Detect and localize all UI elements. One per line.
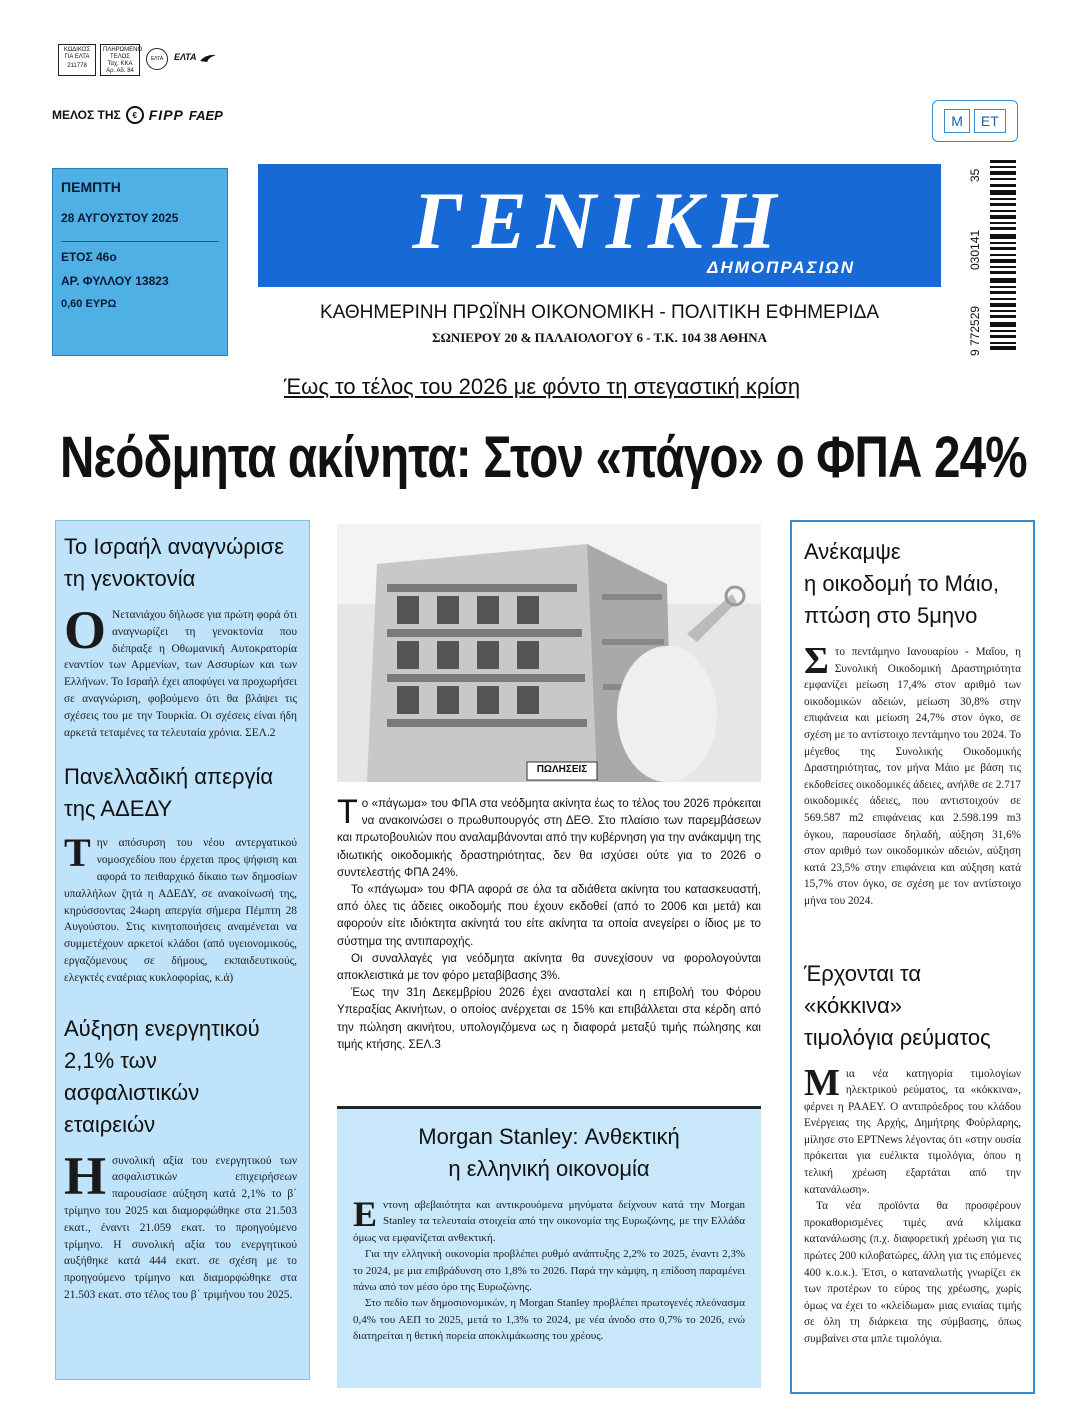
- barcode: [960, 160, 1020, 356]
- morgan-dropcap: Ε: [353, 1194, 378, 1234]
- postage-line3: Αρ. Αδ. 84: [106, 68, 134, 74]
- story-israel-body-wrap: [64, 600, 297, 741]
- postage-label: ΠΛΗΡΩΜΕΝΟ ΤΕΛΟΣ: [103, 47, 143, 60]
- lead-article-p1-wrap: [337, 795, 761, 881]
- left-sidebar: [55, 520, 310, 1380]
- story-israel-body: Νετανιάχου δήλωσε για πρώτη φορά ότι αναγνωρίζει τη γενοκτονία που διέπραξε η Οθωμανική Αυτοκρατορία εναντίον των Αρμενίων, των Ασσυρίων και των Ελλήνων. Το Ισραήλ έχει αποφύγει να προχωρήσει σε αναγνώριση, φοβούμενο ότι θα βλάψει τις σχέσεις του με την Τουρκία. Οι σχέσεις είναι ήδη αρκετά τεταμένες τα τελευταία χρόνια. ΣΕΛ.2: [64, 609, 297, 739]
- barcode-issue-code: 35: [968, 168, 982, 182]
- morgan-p1-wrap: [353, 1194, 745, 1246]
- badge-et: ΕΤ: [974, 109, 1006, 133]
- lead-article-p3: Οι συναλλαγές για νεόδμητα ακίνητα θα συνεχίσουν να φορολογούνται αποκλειστικά με τον φόρο μεταβίβασης 3%.: [337, 951, 761, 983]
- newspaper-subtitle: ΔΗΜΟΠΡΑΣΙΩΝ: [707, 258, 855, 277]
- faep-text: FAEP: [188, 107, 223, 123]
- story-adedy-title-1: Πανελλαδική απεργία: [64, 764, 274, 790]
- barcode-bars-icon: [990, 160, 1016, 350]
- m-et-badge: [932, 100, 1018, 142]
- lead-article-p1: ο «πάγωμα» του ΦΠΑ στα νεόδμητα ακίνητα έως το τέλος του 2026 πρόκειται να ανακοινώσει ο πρωθυπουργός στη ΔΕΘ. Στο πλαίσιο των παρεμβάσεων και πρωτοβουλιών που αναλαμβάνονται από την κυβέρνηση για την ανάκαμψη της ιδιωτικής οικοδομικής δραστηριότητας, δεν θα ισχύσει ούτε για το 2026 ο συντελεστής ΦΠΑ 24%.: [337, 797, 761, 879]
- issue-label: ΑΡ. ΦΥΛΛΟΥ 13823: [61, 274, 169, 288]
- morgan-title-1: Morgan Stanley: Ανθεκτική: [418, 1124, 680, 1149]
- member-label: ΜΕΛΟΣ ΤΗΣ: [52, 108, 121, 122]
- elta-code-value: 211778: [67, 63, 87, 69]
- story-electricity-p2: Τα νέα προϊόντα θα προσφέρουν προκαθορισμένες τιμές ανά κλίμακα κατανάλωσης (π.χ. διαφορετική χρέωση για τις πρώτες 200 κιλοβατώρες, άλλη για τις επόμενες 400 κ.ο.κ.). Έτσι, ο καταναλωτής γνωρίζει εκ των προτέρων το εύρος της χρέωσης, χωρίς όμως να έχει το «κλείδωμα» μιας ενιαίας τιμής σε όλη τη διάρκεια της σύμβασης, όπως συμβαίνει στα μπλε τιμολόγια.: [804, 1200, 1021, 1345]
- story-construction-title-2: η οικοδομή το Μάιο,: [804, 571, 999, 596]
- masthead: [258, 164, 941, 287]
- member-line: [52, 106, 223, 124]
- elta-circle-icon: ΕΛΤΑ: [146, 48, 168, 70]
- story-electricity-p1: ια νέα κατηγορία τιμολογίων ηλεκτρικού ρεύματος, τα «κόκκινα», φέρνει η ΡΑΑΕΥ. Ο αντιπρόεδρος του κλάδου Ενέργειας της Αρχής, Δημήτρης Φούρλαρης, μίλησε στο ΕΡΤNews λέγοντας ότι «στην ουσία πρόκειται για ευέλικτα τιμολόγια, όπου η τελική χρέωση εξαρτάται από την κατανάλωση».: [804, 1067, 1021, 1196]
- story-electricity-dropcap: Μ: [804, 1061, 840, 1104]
- date-box: [52, 168, 228, 356]
- lead-kicker: Έως το τέλος του 2026 με φόντο τη στεγαστική κρίση: [283, 374, 801, 399]
- year-label: ΕΤΟΣ 46ο: [61, 250, 117, 264]
- right-sidebar: [790, 520, 1035, 1394]
- story-adedy: [56, 741, 309, 986]
- postage-stamp: [100, 44, 143, 76]
- story-insurance: [56, 987, 309, 1304]
- morgan-title-2: η ελληνική οικονομία: [448, 1156, 650, 1181]
- morgan-p2: Για την ελληνική οικονομία προβλέπει ρυθμό ανάπτυξης 2,2% το 2025, έναντι 2,3% το 2024, με μια επιβράδυνση στο 1,8% το 2026. Παρά την κάμψη, η επίδοση παραμένει πάνω από τον μέσο όρο της Ευρωζώνης.: [353, 1248, 745, 1294]
- story-adedy-body-wrap: [64, 830, 297, 986]
- fiep-logo-icon: €: [126, 106, 144, 124]
- story-construction-title-3: πτώση στο 5μηνο: [804, 603, 978, 628]
- story-electricity: [804, 958, 1021, 1348]
- story-construction-body: το πεντάμηνο Ιανουαρίου - Μαΐου, η Συνολική Οικοδομική Δραστηριότητα εμφανίζει μείωση 17,4% στον αριθμό των οικοδομικών αδειών, μείωση 30,8% στην επιφάνεια και μείωση 24,7% στον όγκο, σε σχέση με το αντίστοιχο πεντάμηνο του 2024. Το μέγεθος της Συνολικής Οικοδομικής Δραστηριότητας, τον μήνα Μάιο με βάση τις εκδοθείσες οικοδομικές άδειες, ανήλθε σε 2.717 οικοδομικές άδειες, που αντιστοιχούν σε 569.587 m2 επιφάνειας και 2.598.199 m3 όγκου, παρουσίασε δηλαδή, αύξηση 31,6% στον αριθμό των οικοδομικών αδειών, αύξηση κατά 23,5% στην επιφάνεια και αύξηση κατά 15,7% στον όγκο, σε σχέση με τον αντίστοιχο μήνα του 2024.: [804, 646, 1021, 907]
- story-construction-dropcap: Σ: [804, 640, 829, 682]
- elta-code-label: ΚΩΔΙΚΟΣ ΓΙΑ ΕΛΤΑ: [63, 47, 91, 60]
- story-construction: [804, 536, 1021, 910]
- morgan-p1: ντονη αβεβαιότητα και αντικρουόμενα μηνύματα δείχνουν κατά την Morgan Stanley τα τελευταία στοιχεία από την οικονομία της Ευρωζώνης, με την Ελλάδα όμως να εμφανίζεται ανθεκτική.: [353, 1199, 745, 1244]
- elta-logo-text: ΕΛΤΑ: [174, 52, 197, 62]
- story-adedy-body: ην απόσυρση του νέου αντεργατικού νομοσχεδίου που έρχεται προς ψήφιση και αφορά το πειθαρχικό δίκαιο των δημοσίων υπαλλήλων ζητά η ΑΔΕΔΥ, σε ανακοίνωσή της, κηρύσσοντας 24ωρη απεργία σήμερα Πέμπτη 28 Αυγούστου. Στις κινητοποιήσεις αναμένεται να συμμετέχουν αρκετοί κλάδοι (από υγειονομικούς, εργαζόμενους σε δήμους, εκπαιδευτικούς, ελεγκτές εναέριας κυκλοφορίας, κ.ά): [64, 837, 297, 984]
- tagline: ΚΑΘΗΜΕΡΙΝΗ ΠΡΩΪΝΗ ΟΙΚΟΝΟΜΙΚΗ - ΠΟΛΙΤΙΚΗ ΕΦΗΜΕΡΙΔΑ: [319, 302, 880, 323]
- story-adedy-dropcap: Τ: [64, 830, 91, 876]
- lead-headline: Νεόδμητα ακίνητα: Στον «πάγο» ο ΦΠΑ 24%: [60, 425, 1027, 490]
- story-israel: [56, 521, 309, 741]
- price-label: 0,60 ΕΥΡΩ: [61, 298, 117, 310]
- lead-article-p2: Το «πάγωμα» του ΦΠΑ αφορά σε όλα τα αδιάθετα ακίνητα του κατασκευαστή, από όλες τις άδειες οικοδομής που έχουν εκδοθεί (από το 2006 και μετά) και αφορούν είτε ιδιόκτητα ακίνητά του είτε ακίνητα τα οποία ανεγείρει ο ίδιος με το σύστημα της αντιπαροχής.: [337, 883, 761, 948]
- photo-sign: ΠΩΛΗΣΕΙΣ: [536, 764, 588, 775]
- date-label: 28 ΑΥΓΟΥΣΤΟΥ 2025: [61, 211, 179, 225]
- story-electricity-title-1: Έρχονται τα «κόκκινα»: [804, 960, 922, 1018]
- story-insurance-body-wrap: [64, 1145, 297, 1304]
- barcode-number-right: 030141: [968, 229, 982, 270]
- elta-logo: [174, 52, 217, 63]
- barcode-number-left: 9 772529: [968, 305, 982, 356]
- story-israel-title-1: Το Ισραήλ αναγνώρισε: [64, 534, 285, 559]
- elta-code-stamp: [58, 44, 96, 76]
- lead-article: [337, 795, 761, 1053]
- building-photo-illustration: [337, 524, 761, 782]
- story-construction-body-wrap: [804, 640, 1021, 910]
- day-label: ΠΕΜΠΤΗ: [61, 179, 121, 195]
- morgan-p3: Στο πεδίο των δημοσιονομικών, η Morgan Stanley προβλέπει πρωτογενές πλεόνασμα 0,4% του ΑΕΠ το 2025, μετά το 1,3% το 2024, με νέα άνοδο στο 0,7% το 2026, ενώ διατηρείται η θετική πορεία αποκλιμάκωσης του χρέους.: [353, 1297, 745, 1343]
- story-insurance-title-1: Αύξηση ενεργητικού: [64, 1015, 260, 1041]
- story-insurance-dropcap: Η: [64, 1145, 107, 1206]
- story-electricity-body: [804, 1061, 1021, 1348]
- lead-article-p4: Έως την 31η Δεκεμβρίου 2026 έχει ανασταλεί και η επιβολή του Φόρου Υπεραξίας Ακινήτων, ο οποίος ανέρχεται σε 15% και επιβάλλεται στα κέρδη από την πώληση ακινήτου, υπολογιζόμενα ως η διαφορά μεταξύ τιμής πώλησης και τιμής κτήσης. ΣΕΛ.3: [337, 986, 761, 1051]
- story-construction-title-1: Ανέκαμψε: [804, 539, 901, 564]
- story-electricity-p1-wrap: [804, 1061, 1021, 1199]
- story-insurance-title-2: 2,1% των ασφαλιστικών: [64, 1047, 200, 1105]
- lead-article-dropcap: Τ: [337, 793, 358, 831]
- elta-bird-icon: [199, 53, 217, 63]
- address: ΣΩΝΙΕΡΟΥ 20 & ΠΑΛΑΙΟΛΟΓΟΥ 6 - Τ.Κ. 104 38 ΑΘΗΝΑ: [431, 330, 768, 345]
- badge-m: Μ: [944, 109, 970, 133]
- date-divider: [61, 241, 219, 242]
- story-electricity-title-2: τιμολόγια ρεύματος: [804, 1024, 991, 1050]
- morgan-stanley-box: [337, 1106, 761, 1388]
- story-israel-title-2: τη γενοκτονία: [64, 566, 196, 591]
- story-adedy-title-2: της ΑΔΕΔΥ: [64, 796, 173, 822]
- lead-photo: [337, 524, 761, 782]
- story-insurance-body: συνολική αξία του ενεργητικού των ασφαλιστικών επιχειρήσεων παρουσίασε αύξηση κατά 2,1% το β΄ τρίμηνο του 2025 και διαμορφώθηκε στα 21.503 εκατ., έναντι 21.059 εκατ. το προηγούμενο τρίμηνο. Η συνολική αξία του ενεργητικού αυξήθηκε κατά 444 εκατ. σε σχέση με το προηγούμενο τρίμηνο και διαμορφώθηκε στα 21.503 εκατ. στο τέλος του β΄ τριμήνου του 2025.: [64, 1154, 297, 1301]
- story-insurance-title-3: εταιρειών: [64, 1111, 156, 1137]
- morgan-body: [353, 1194, 745, 1345]
- newspaper-name: ΓΕΝΙΚΗ: [412, 175, 787, 266]
- postage-line2: Ταχ. ΚΚΑ: [107, 61, 133, 67]
- fiep-text: FIPP: [148, 107, 184, 123]
- story-israel-dropcap: Ο: [64, 600, 107, 660]
